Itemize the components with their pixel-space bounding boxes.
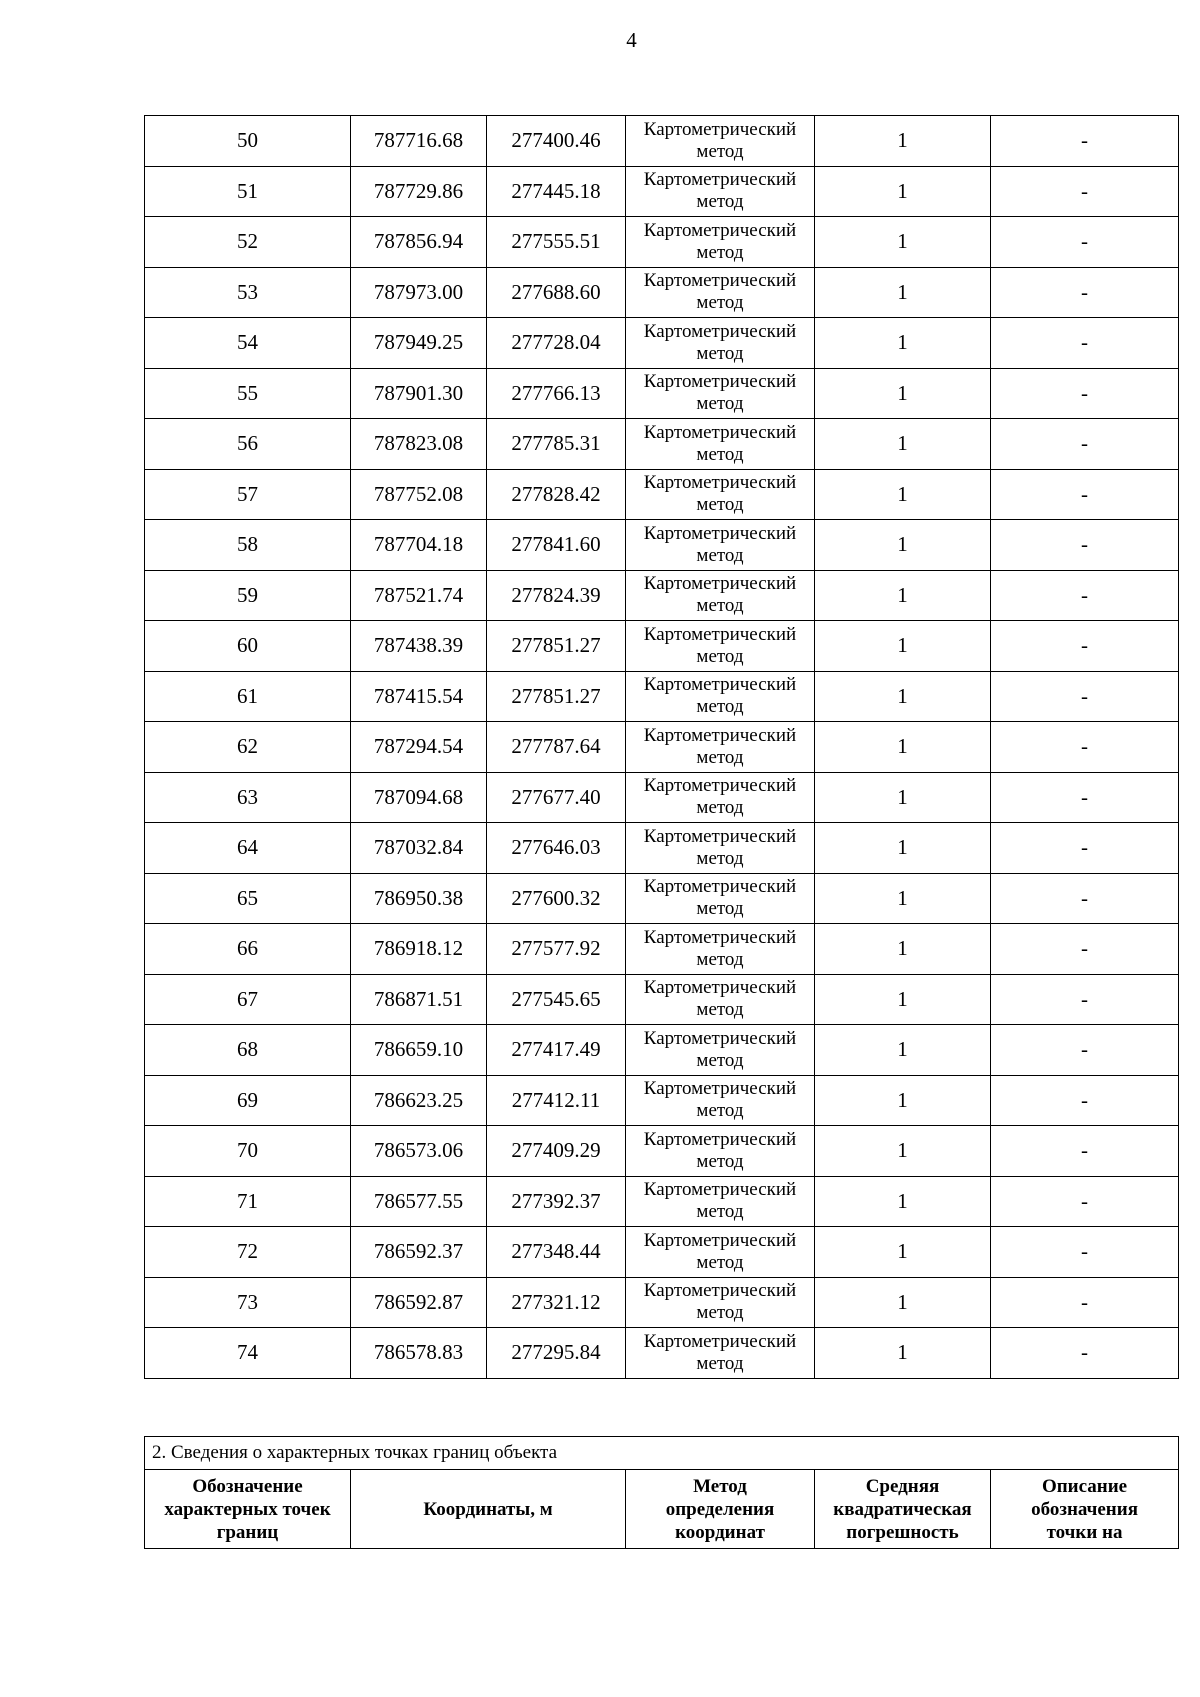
description-cell: - [991, 823, 1179, 874]
point-cell: 57 [145, 469, 351, 520]
point-cell: 74 [145, 1328, 351, 1379]
x-coordinate-cell: 787415.54 [351, 671, 487, 722]
accuracy-cell: 1 [815, 873, 991, 924]
header-line: границ [216, 1521, 279, 1543]
method-line: метод [696, 443, 744, 465]
header-line: Описание [1041, 1475, 1128, 1497]
y-coordinate-cell: 277445.18 [487, 166, 626, 217]
description-cell: - [991, 217, 1179, 268]
description-cell: - [991, 924, 1179, 975]
method-line: метод [696, 1150, 744, 1172]
coordinates-table [144, 115, 1179, 1379]
description-cell: - [991, 1126, 1179, 1177]
description-cell: - [991, 520, 1179, 571]
method-line: метод [696, 595, 744, 617]
table-row [145, 671, 1179, 722]
method-cell [626, 1126, 815, 1177]
header-line: квадратическая [833, 1498, 972, 1520]
header-line: определения [665, 1498, 775, 1520]
method-line: метод [696, 1302, 744, 1324]
table-row [145, 1025, 1179, 1076]
header-coordinates [351, 1470, 626, 1549]
accuracy-cell: 1 [815, 1025, 991, 1076]
point-cell: 54 [145, 318, 351, 369]
method-cell [626, 1328, 815, 1379]
table-row [145, 368, 1179, 419]
y-coordinate-cell: 277787.64 [487, 722, 626, 773]
y-coordinate-cell: 277785.31 [487, 419, 626, 470]
y-coordinate-cell: 277417.49 [487, 1025, 626, 1076]
method-line: метод [696, 999, 744, 1021]
method-cell [626, 469, 815, 520]
x-coordinate-cell: 787294.54 [351, 722, 487, 773]
accuracy-cell: 1 [815, 520, 991, 571]
method-line: Картометрический [643, 169, 797, 191]
accuracy-cell: 1 [815, 772, 991, 823]
accuracy-cell: 1 [815, 217, 991, 268]
point-cell: 56 [145, 419, 351, 470]
y-coordinate-cell: 277577.92 [487, 924, 626, 975]
method-cell [626, 1227, 815, 1278]
description-cell: - [991, 722, 1179, 773]
point-cell: 64 [145, 823, 351, 874]
method-line: Картометрический [643, 421, 797, 443]
section2-header-row [145, 1470, 1179, 1549]
accuracy-cell: 1 [815, 974, 991, 1025]
method-line: метод [696, 342, 744, 364]
point-cell: 70 [145, 1126, 351, 1177]
description-cell: - [991, 974, 1179, 1025]
table-row [145, 469, 1179, 520]
method-line: Картометрический [643, 1078, 797, 1100]
point-cell: 58 [145, 520, 351, 571]
description-cell: - [991, 419, 1179, 470]
accuracy-cell: 1 [815, 116, 991, 167]
table-row [145, 318, 1179, 369]
table-row [145, 1176, 1179, 1227]
point-cell: 63 [145, 772, 351, 823]
method-line: Картометрический [643, 876, 797, 898]
method-line: метод [696, 494, 744, 516]
method-line: Картометрический [643, 1229, 797, 1251]
method-cell [626, 570, 815, 621]
method-cell [626, 116, 815, 167]
method-cell [626, 621, 815, 672]
y-coordinate-cell: 277728.04 [487, 318, 626, 369]
method-line: метод [696, 140, 744, 162]
y-coordinate-cell: 277851.27 [487, 671, 626, 722]
x-coordinate-cell: 787973.00 [351, 267, 487, 318]
method-line: Картометрический [643, 472, 797, 494]
x-coordinate-cell: 787521.74 [351, 570, 487, 621]
point-cell: 52 [145, 217, 351, 268]
point-cell: 66 [145, 924, 351, 975]
accuracy-cell: 1 [815, 722, 991, 773]
method-line: метод [696, 746, 744, 768]
y-coordinate-cell: 277400.46 [487, 116, 626, 167]
header-line: точки на [1046, 1521, 1123, 1543]
description-cell: - [991, 116, 1179, 167]
method-line: метод [696, 191, 744, 213]
header-accuracy [815, 1470, 991, 1549]
description-cell: - [991, 267, 1179, 318]
y-coordinate-cell: 277321.12 [487, 1277, 626, 1328]
section2-title: 2. Сведения о характерных точках границ объекта [145, 1437, 1179, 1470]
description-cell: - [991, 368, 1179, 419]
x-coordinate-cell: 786577.55 [351, 1176, 487, 1227]
accuracy-cell: 1 [815, 1075, 991, 1126]
point-cell: 61 [145, 671, 351, 722]
y-coordinate-cell: 277348.44 [487, 1227, 626, 1278]
accuracy-cell: 1 [815, 1277, 991, 1328]
point-cell: 55 [145, 368, 351, 419]
section2-title-row [145, 1437, 1179, 1470]
method-cell [626, 924, 815, 975]
y-coordinate-cell: 277555.51 [487, 217, 626, 268]
header-line: погрешность [846, 1521, 959, 1543]
method-line: Картометрический [643, 219, 797, 241]
method-cell [626, 267, 815, 318]
x-coordinate-cell: 786950.38 [351, 873, 487, 924]
y-coordinate-cell: 277392.37 [487, 1176, 626, 1227]
description-cell: - [991, 469, 1179, 520]
section2-table [144, 1436, 1179, 1549]
table-row [145, 570, 1179, 621]
method-line: метод [696, 797, 744, 819]
page-number: 4 [626, 28, 637, 52]
y-coordinate-cell: 277851.27 [487, 621, 626, 672]
y-coordinate-cell: 277600.32 [487, 873, 626, 924]
x-coordinate-cell: 786918.12 [351, 924, 487, 975]
description-cell: - [991, 1277, 1179, 1328]
method-cell [626, 1025, 815, 1076]
accuracy-cell: 1 [815, 419, 991, 470]
point-cell: 65 [145, 873, 351, 924]
description-cell: - [991, 1328, 1179, 1379]
x-coordinate-cell: 787949.25 [351, 318, 487, 369]
table-row [145, 1328, 1179, 1379]
method-line: метод [696, 241, 744, 263]
method-line: Картометрический [643, 1027, 797, 1049]
description-cell: - [991, 318, 1179, 369]
method-cell [626, 318, 815, 369]
table-row [145, 1075, 1179, 1126]
header-line: Обозначение [192, 1475, 303, 1497]
table-row [145, 116, 1179, 167]
method-line: Картометрический [643, 775, 797, 797]
method-line: Картометрический [643, 1330, 797, 1352]
x-coordinate-cell: 786871.51 [351, 974, 487, 1025]
x-coordinate-cell: 787823.08 [351, 419, 487, 470]
x-coordinate-cell: 787856.94 [351, 217, 487, 268]
header-description [991, 1470, 1179, 1549]
method-cell [626, 419, 815, 470]
method-line: метод [696, 847, 744, 869]
method-line: метод [696, 645, 744, 667]
x-coordinate-cell: 786592.87 [351, 1277, 487, 1328]
header-line: Средняя [865, 1475, 940, 1497]
x-coordinate-cell: 786578.83 [351, 1328, 487, 1379]
accuracy-cell: 1 [815, 1126, 991, 1177]
accuracy-cell: 1 [815, 1227, 991, 1278]
method-cell [626, 823, 815, 874]
method-cell [626, 873, 815, 924]
table-row [145, 772, 1179, 823]
method-line: Картометрический [643, 371, 797, 393]
y-coordinate-cell: 277646.03 [487, 823, 626, 874]
accuracy-cell: 1 [815, 318, 991, 369]
method-line: Картометрический [643, 825, 797, 847]
method-line: Картометрический [643, 674, 797, 696]
method-cell [626, 722, 815, 773]
method-line: метод [696, 1049, 744, 1071]
method-cell [626, 974, 815, 1025]
method-cell [626, 217, 815, 268]
table-row [145, 520, 1179, 571]
y-coordinate-cell: 277409.29 [487, 1126, 626, 1177]
x-coordinate-cell: 786573.06 [351, 1126, 487, 1177]
y-coordinate-cell: 277412.11 [487, 1075, 626, 1126]
table-row [145, 823, 1179, 874]
description-cell: - [991, 1025, 1179, 1076]
description-cell: - [991, 1176, 1179, 1227]
y-coordinate-cell: 277766.13 [487, 368, 626, 419]
accuracy-cell: 1 [815, 671, 991, 722]
description-cell: - [991, 671, 1179, 722]
accuracy-cell: 1 [815, 267, 991, 318]
method-line: метод [696, 898, 744, 920]
header-line: Метод [693, 1475, 747, 1497]
header-method [626, 1470, 815, 1549]
method-line: метод [696, 1201, 744, 1223]
table-row [145, 267, 1179, 318]
y-coordinate-cell: 277545.65 [487, 974, 626, 1025]
x-coordinate-cell: 787704.18 [351, 520, 487, 571]
method-line: метод [696, 1100, 744, 1122]
accuracy-cell: 1 [815, 823, 991, 874]
y-coordinate-cell: 277828.42 [487, 469, 626, 520]
accuracy-cell: 1 [815, 621, 991, 672]
method-line: Картометрический [643, 1179, 797, 1201]
method-line: метод [696, 1352, 744, 1374]
accuracy-cell: 1 [815, 570, 991, 621]
x-coordinate-cell: 787032.84 [351, 823, 487, 874]
table-row [145, 166, 1179, 217]
x-coordinate-cell: 786592.37 [351, 1227, 487, 1278]
point-cell: 71 [145, 1176, 351, 1227]
point-cell: 51 [145, 166, 351, 217]
description-cell: - [991, 873, 1179, 924]
accuracy-cell: 1 [815, 1328, 991, 1379]
method-line: Картометрический [643, 926, 797, 948]
method-line: Картометрический [643, 977, 797, 999]
method-line: Картометрический [643, 270, 797, 292]
x-coordinate-cell: 787729.86 [351, 166, 487, 217]
method-line: Картометрический [643, 724, 797, 746]
y-coordinate-cell: 277841.60 [487, 520, 626, 571]
header-line: характерных точек [164, 1498, 331, 1520]
point-cell: 67 [145, 974, 351, 1025]
description-cell: - [991, 621, 1179, 672]
point-cell: 69 [145, 1075, 351, 1126]
y-coordinate-cell: 277824.39 [487, 570, 626, 621]
method-cell [626, 368, 815, 419]
table-row [145, 621, 1179, 672]
description-cell: - [991, 772, 1179, 823]
header-line: обозначения [1031, 1498, 1138, 1520]
method-line: метод [696, 393, 744, 415]
accuracy-cell: 1 [815, 924, 991, 975]
point-cell: 68 [145, 1025, 351, 1076]
point-cell: 50 [145, 116, 351, 167]
method-line: метод [696, 948, 744, 970]
method-line: Картометрический [643, 320, 797, 342]
point-cell: 53 [145, 267, 351, 318]
coordinates-table-body [145, 116, 1179, 1379]
table-row [145, 722, 1179, 773]
method-line: метод [696, 696, 744, 718]
table-row [145, 1277, 1179, 1328]
table-row [145, 1126, 1179, 1177]
method-line: Картометрический [643, 1280, 797, 1302]
point-cell: 62 [145, 722, 351, 773]
method-cell [626, 1075, 815, 1126]
x-coordinate-cell: 786623.25 [351, 1075, 487, 1126]
method-line: метод [696, 1251, 744, 1273]
x-coordinate-cell: 787901.30 [351, 368, 487, 419]
y-coordinate-cell: 277295.84 [487, 1328, 626, 1379]
method-cell [626, 1176, 815, 1227]
method-cell [626, 1277, 815, 1328]
accuracy-cell: 1 [815, 368, 991, 419]
accuracy-cell: 1 [815, 166, 991, 217]
method-line: Картометрический [643, 522, 797, 544]
table-row [145, 924, 1179, 975]
x-coordinate-cell: 787752.08 [351, 469, 487, 520]
point-cell: 60 [145, 621, 351, 672]
point-cell: 59 [145, 570, 351, 621]
method-line: метод [696, 292, 744, 314]
point-cell: 72 [145, 1227, 351, 1278]
table-row [145, 974, 1179, 1025]
header-line: координат [675, 1521, 765, 1543]
method-cell [626, 166, 815, 217]
method-line: Картометрический [643, 623, 797, 645]
method-line: метод [696, 544, 744, 566]
table-row [145, 419, 1179, 470]
description-cell: - [991, 166, 1179, 217]
table-row [145, 873, 1179, 924]
point-cell: 73 [145, 1277, 351, 1328]
table-row [145, 217, 1179, 268]
method-cell [626, 772, 815, 823]
description-cell: - [991, 570, 1179, 621]
x-coordinate-cell: 787438.39 [351, 621, 487, 672]
method-line: Картометрический [643, 118, 797, 140]
x-coordinate-cell: 787094.68 [351, 772, 487, 823]
description-cell: - [991, 1075, 1179, 1126]
y-coordinate-cell: 277688.60 [487, 267, 626, 318]
header-line: Координаты, м [423, 1498, 553, 1520]
accuracy-cell: 1 [815, 469, 991, 520]
accuracy-cell: 1 [815, 1176, 991, 1227]
method-cell [626, 671, 815, 722]
method-cell [626, 520, 815, 571]
method-line: Картометрический [643, 573, 797, 595]
y-coordinate-cell: 277677.40 [487, 772, 626, 823]
table-row [145, 1227, 1179, 1278]
description-cell: - [991, 1227, 1179, 1278]
method-line: Картометрический [643, 1128, 797, 1150]
header-point-designation [145, 1470, 351, 1549]
x-coordinate-cell: 787716.68 [351, 116, 487, 167]
x-coordinate-cell: 786659.10 [351, 1025, 487, 1076]
